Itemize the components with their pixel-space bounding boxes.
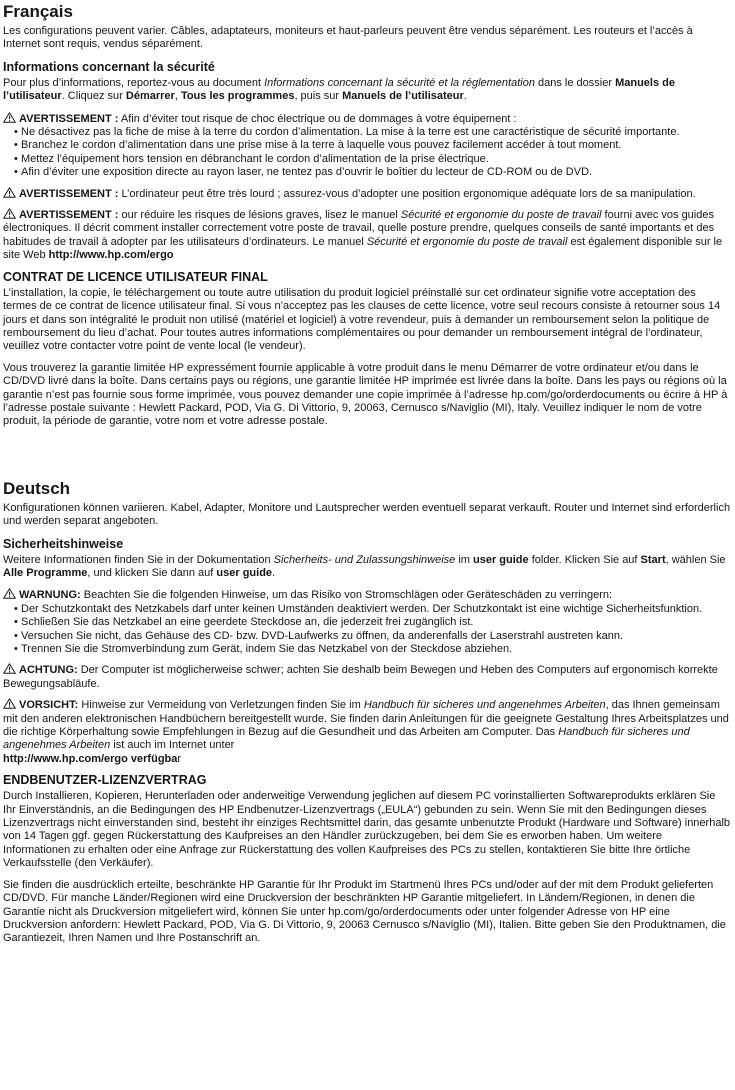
bold-text-run: Démarrer xyxy=(125,90,175,103)
warning-block xyxy=(3,187,731,201)
text-run: Trennen Sie die Stromverbindung zum Gerät, indem Sie das Netzkabel von der Steckdose abziehen. xyxy=(21,643,513,655)
text-run: Afin d’éviter tout risque de choc électrique ou de dommages à votre équipement : xyxy=(118,112,517,125)
bullet-item xyxy=(14,603,731,616)
text-run: Les configurations peuvent varier. Câbles, adaptateurs, moniteurs et haut-parleurs peuvent être vendus séparément. Les routeurs et l’accès à Internet sont requis, vendus séparément. xyxy=(3,25,693,51)
text-run: , xyxy=(174,90,181,103)
text-run: our réduire les risques de lésions graves, lisez le manuel xyxy=(118,209,401,222)
italic-text-run: Handbuch für sicheres und angenehmes Arbeiten xyxy=(3,726,690,752)
italic-text-run: Sicherheits- und Zulassungshinweise xyxy=(273,553,456,566)
bullet-item xyxy=(14,166,731,179)
text-run: Mettez l’équipement hors tension en débranchant le cordon d’alimentation de la prise électrique. xyxy=(21,152,489,165)
warning-text xyxy=(3,208,731,263)
subsection-heading: CONTRAT DE LICENCE UTILISATEUR FINAL xyxy=(3,269,268,284)
paragraph xyxy=(3,362,731,429)
warning-block xyxy=(3,698,731,766)
text-run: , das Ihnen gemeinsam mit den anderen elektronischen Handbüchern bereitgestellt wurde. Sie finden darin Anleitungen für die geeignete Gestaltung Ihres Arbeitsplatzes und die richtige Körperhaltung sowie Empfehlungen in Bezug auf die Gesundheit und das Arbeiten am Computer. Das xyxy=(3,699,729,739)
warning-block xyxy=(3,208,731,263)
bold-text-run: Start xyxy=(640,553,666,566)
bold-text-run: user guide xyxy=(216,566,273,579)
bold-text-run: Alle Programme xyxy=(3,566,88,579)
bold-text-run: VORSICHT: xyxy=(19,699,79,712)
paragraph xyxy=(3,502,731,529)
warning-text xyxy=(3,698,731,766)
warning-block xyxy=(3,112,731,180)
bullet-item xyxy=(14,139,731,152)
text-run: fourni avec vos guides électroniques. Il décrit comment installer correctement votre poste de travail, quelle posture prendre, quelques conseils de santé importants et des habitudes de travail à adopter par les utilisateurs d’ordinateurs. Le manuel xyxy=(3,209,715,248)
text-run: Konfigurationen können variieren. Kabel, Adapter, Monitore und Lautsprecher werden eventuell separat verkauft. Router und Internet sind erforderlich und werden separat angeboten. xyxy=(3,501,731,528)
warning-text xyxy=(3,663,731,691)
text-run: . xyxy=(463,90,467,103)
bold-text-run: ACHTUNG: xyxy=(19,664,78,677)
italic-text-run: Informations concernant la sécurité et la réglementation xyxy=(264,76,535,89)
warning-bullet-list xyxy=(3,126,731,180)
text-run: Vous trouverez la garantie limitée HP expressément fournie applicable à votre produit dans le menu Démarrer de votre ordinateur et/ou dans le CD/DVD livré dans la boîte. Dans certains pays ou régions, une garantie limitée HP imprimée est livrée dans la boîte. Dans les pays ou régions où la garantie n’est pas fournie sous forme imprimée, vous pouvez demander une copie imprimée à l’adresse hp.com/go/orderdocuments ou écrire à HP à l’adresse postale suivante : Hewlett Packard, POD, Via G. Di Vittorio, 9, 20063, Cernusco s/Naviglio (MI), Italy. Veuillez indiquer le nom de votre produit, la période de garantie, votre nom et votre adresse postale. xyxy=(3,361,728,428)
section-deutsch xyxy=(3,479,731,946)
section-title-deutsch: Deutsch xyxy=(3,478,71,498)
text-run: ist auch im Internet unter xyxy=(110,739,235,752)
bold-text-run: user guide xyxy=(473,553,529,566)
bold-text-run: Manuels de l’utilisateur xyxy=(342,90,464,103)
bold-text-run: http://www.hp.com/ergo verfügba xyxy=(3,752,178,765)
paragraph xyxy=(3,25,731,52)
text-run: Afin d’éviter une exposition directe au rayon laser, ne tentez pas d’ouvrir le boîtier du lecteur de CD-ROM ou de DVD. xyxy=(21,166,593,179)
warning-triangle-icon xyxy=(3,112,16,123)
bullet-item xyxy=(14,630,731,643)
warning-text xyxy=(3,588,731,602)
text-run: est également disponible sur le site Web xyxy=(3,235,723,262)
text-run: Pour plus d’informations, reportez-vous au document xyxy=(3,76,265,89)
text-run: im xyxy=(455,553,474,566)
text-run: . xyxy=(272,566,276,579)
bold-text-run: Manuels de l’utilisateur xyxy=(3,76,675,103)
warning-triangle-icon xyxy=(3,208,16,219)
warning-text xyxy=(3,187,731,201)
text-run: Ne désactivez pas la fiche de mise à la terre du cordon d’alimentation. La mise à la terre est une caractéristique de sécurité importante. xyxy=(21,126,680,139)
text-run: , wählen Sie xyxy=(665,553,726,566)
text-run: . Cliquez sur xyxy=(61,90,126,103)
text-run: Beachten Sie die folgenden Hinweise, um das Risiko von Stromschlägen oder Geräteschäden zu verringern: xyxy=(80,589,613,602)
bullet-item xyxy=(14,153,731,166)
bullet-item xyxy=(14,126,731,139)
text-run: L’ordinateur peut être très lourd ; assurez-vous d’adopter une position ergonomique adéquate lors de sa manipulation. xyxy=(118,187,696,200)
bold-text-run: AVERTISSEMENT : xyxy=(19,112,119,125)
subsection-heading: ENDBENUTZER-LIZENZVERTRAG xyxy=(3,773,207,788)
text-run: Der Computer ist möglicherweise schwer; achten Sie deshalb beim Bewegen und Heben des Computers auf ergonomisch korrekte Bewegungsabläufe. xyxy=(3,664,718,690)
warning-triangle-icon xyxy=(3,698,16,709)
text-run: folder. Klicken Sie auf xyxy=(528,553,641,566)
text-run: , puis sur xyxy=(294,90,343,103)
subsection-heading: Sicherheitshinweise xyxy=(3,536,124,551)
text-run: Versuchen Sie nicht, das Gehäuse des CD- bzw. DVD-Laufwerks zu öffnen, da anderenfalls der Laserstrahl austreten kann. xyxy=(21,629,624,642)
warning-block xyxy=(3,663,731,691)
text-run: Hinweise zur Vermeidung von Verletzungen finden Sie im xyxy=(78,699,364,712)
bold-text-run: AVERTISSEMENT : xyxy=(19,187,119,200)
subsection-heading: Informations concernant la sécurité xyxy=(3,59,215,74)
section-francais xyxy=(3,2,731,429)
text-run: dans le dossier xyxy=(534,76,616,89)
warning-triangle-icon xyxy=(3,663,16,674)
warning-triangle-icon xyxy=(3,187,16,198)
bold-text-run: WARNUNG: xyxy=(19,589,81,602)
text-run: Schließen Sie das Netzkabel an eine geerdete Steckdose an, die jederzeit frei zugänglich ist. xyxy=(21,616,474,629)
italic-text-run: Handbuch für sicheres und angenehmes Arbeiten xyxy=(363,699,606,712)
text-run: L’installation, la copie, le téléchargement ou toute autre utilisation du produit logiciel préinstallé sur cet ordinateur signifie votre acceptation des termes de ce contrat de licence utilisateur final. Si vous n’acceptez pas les clauses de cette licence, votre seul recours consiste à retourner sous 14 jours et dans son intégralité le produit non utilisé (matériel et logiciel) à votre revendeur, puis à demander un remboursement selon la politique de remboursement du lieu d’achat. Pour toutes autres informations complémentaires ou pour demander un remboursement intégral de l’ordinateur, veuillez votre contacter votre point de vente local (le vendeur). xyxy=(3,286,721,353)
paragraph xyxy=(3,77,731,104)
bold-text-run: Tous les programmes xyxy=(180,90,295,103)
text-run: r xyxy=(177,752,182,765)
text-run: , und klicken Sie dann auf xyxy=(87,566,217,579)
section-title-francais: Français xyxy=(3,2,73,21)
italic-text-run: Sécurité et ergonomie du poste de xyxy=(366,235,535,248)
text-run: Weitere Informationen finden Sie in der Dokumentation xyxy=(3,553,274,566)
italic-text-run: Sécurité et ergonomie du poste de travail xyxy=(400,209,602,222)
bold-text-run: http://www.hp.com/ergo xyxy=(48,249,174,262)
bold-text-run: AVERTISSEMENT : xyxy=(19,209,119,222)
paragraph xyxy=(3,287,731,354)
bullet-item xyxy=(14,643,731,656)
bullet-item xyxy=(14,616,731,629)
text-run: Sie finden die ausdrücklich erteilte, beschränkte HP Garantie für Ihr Produkt im Startmenü Ihres PCs und/oder auf der mit dem Produkt gelieferten CD/DVD. Für manche Länder/Regionen wird eine Druckversion der beschränkten HP Garantie mitgeliefert. In Ländern/Regionen, in denen die Garantie nicht als Druckversion mitgeliefert wird, können Sie unter hp.com/go/orderdocuments oder unter folgender Adresse von HP eine Druckversion anfordern: Hewlett Packard, POD, Via G. Di Vittorio, 9, 20063 Cernusco s/Naviglio (MI), Italien. Bitte geben Sie den Produktnamen, die Garantiezeit, Ihren Namen und Ihre Postanschrift an. xyxy=(3,878,726,945)
warning-text xyxy=(3,112,731,126)
warning-bullet-list xyxy=(3,603,731,657)
italic-text-run: travail xyxy=(538,235,568,248)
paragraph xyxy=(3,879,731,946)
text-run: Branchez le cordon d’alimentation dans une prise mise à la terre à laquelle vous pouvez facilement accéder à tout moment. xyxy=(21,139,622,152)
paragraph xyxy=(3,790,731,870)
warning-block xyxy=(3,588,731,656)
warning-triangle-icon xyxy=(3,588,16,599)
text-run: Durch Installieren, Kopieren, Herunterladen oder anderweitige Verwendung jeglichen auf diesem PC vorinstallierten Softwareprodukts erklären Sie Ihr Einverständnis, an die Bedingungen des HP Endbenutzer-Lizenzvertrags („EULA“) gebunden zu sein. Wenn Sie mit den Bedingungen dieses Lizenzvertrags nicht einverstanden sind, besteht ihr einziges Rechtsmittel darin, das gesamte unbenutzte Produkt (Hardware und Software) innerhalb von 14 Tagen ggf. gegen Rückerstattung des Kaufpreises an den Händler zurückzugeben, bei dem Sie es erworben haben. Um weitere Informationen zu erhalten oder eine Anfrage zur Rückerstattung des vollen Kaufpreises des PCs zu stellen, kontaktieren Sie bitte Ihre örtliche Verkaufsstelle (den Verkäufer). xyxy=(3,790,731,870)
paragraph xyxy=(3,554,731,581)
text-run: Der Schutzkontakt des Netzkabels darf unter keinen Umständen deaktiviert werden. Der Schutzkontakt ist eine wichtige Sicherheitsfunktion. xyxy=(21,602,703,615)
